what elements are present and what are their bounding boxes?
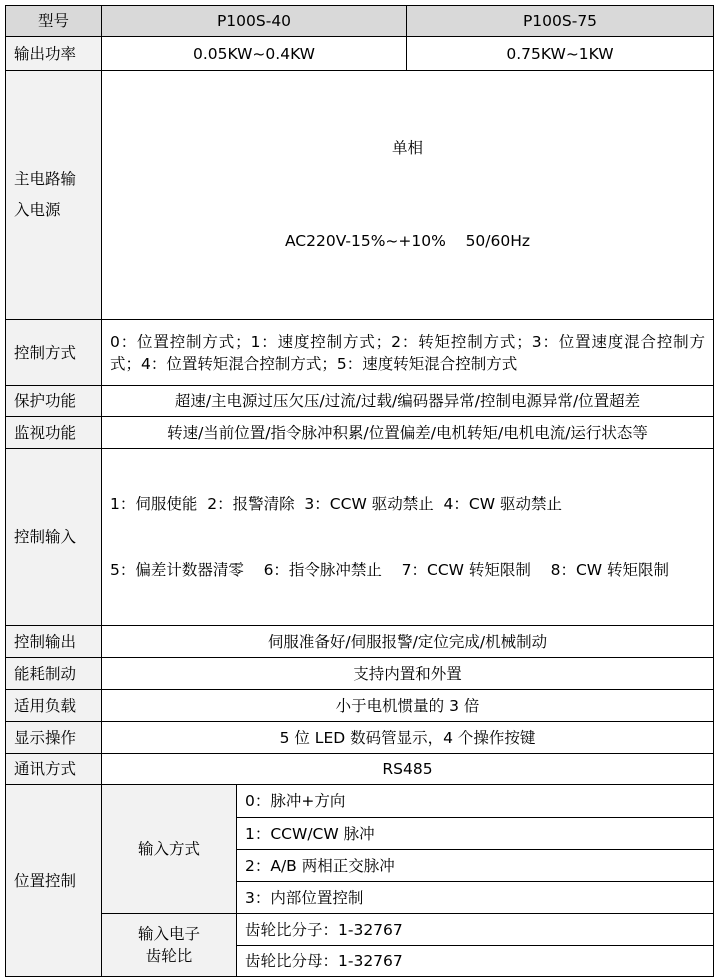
input-mode-option-1: 1：CCW/CW 脉冲 xyxy=(237,818,714,850)
load-label: 适用负载 xyxy=(6,690,102,722)
gear-ratio-label-line2: 齿轮比 xyxy=(145,947,193,965)
main-power-label-line2: 入电源 xyxy=(14,201,61,219)
gear-numerator: 齿轮比分子：1-32767 xyxy=(237,914,714,946)
position-row-5 xyxy=(6,914,714,946)
comm-value: RS485 xyxy=(102,754,714,785)
position-row-1 xyxy=(6,785,714,818)
spec-table xyxy=(5,5,714,977)
monitoring-value: 转速/当前位置/指令脉冲积累/位置偏差/电机转矩/电机电流/运行状态等 xyxy=(102,417,714,449)
gear-ratio-label-line1: 输入电子 xyxy=(137,925,200,943)
gear-denominator: 齿轮比分母：1-32767 xyxy=(237,946,714,977)
display-value: 5 位 LED 数码管显示，4 个操作按键 xyxy=(102,722,714,754)
control-output-value: 伺服准备好/伺服报警/定位完成/机械制动 xyxy=(102,626,714,658)
control-input-row xyxy=(6,449,714,626)
input-mode-option-3: 3：内部位置控制 xyxy=(237,882,714,914)
main-power-voltage: AC220V-15%~+10% 50/60Hz xyxy=(284,232,531,250)
input-mode-option-0: 0：脉冲+方向 xyxy=(237,785,714,818)
control-input-label: 控制输入 xyxy=(6,449,102,626)
control-output-label: 控制输出 xyxy=(6,626,102,658)
model-a: P100S-40 xyxy=(102,6,407,37)
control-input-line1: 1：伺服使能 2：报警清除 3：CCW 驱动禁止 4：CW 驱动禁止 xyxy=(110,495,562,513)
control-mode-value: 0：位置控制方式；1：速度控制方式；2：转矩控制方式；3：位置速度混合控制方式；4：位置转矩混合控制方式；5：速度转矩混合控制方式 xyxy=(102,320,714,386)
output-power-b: 0.75KW~1KW xyxy=(407,37,714,71)
control-mode-label: 控制方式 xyxy=(6,320,102,386)
control-input-value xyxy=(102,449,714,626)
model-b: P100S-75 xyxy=(407,6,714,37)
monitoring-label: 监视功能 xyxy=(6,417,102,449)
control-mode-row xyxy=(6,320,714,386)
main-power-label-line1: 主电路输 xyxy=(14,170,77,188)
input-mode-option-2: 2：A/B 两相正交脉冲 xyxy=(237,850,714,882)
main-power-phase: 单相 xyxy=(391,139,423,157)
gear-ratio-label xyxy=(102,914,237,977)
position-control-label: 位置控制 xyxy=(6,785,102,977)
display-label: 显示操作 xyxy=(6,722,102,754)
braking-value: 支持内置和外置 xyxy=(102,658,714,690)
output-power-a: 0.05KW~0.4KW xyxy=(102,37,407,71)
braking-label: 能耗制动 xyxy=(6,658,102,690)
load-row xyxy=(6,690,714,722)
comm-row xyxy=(6,754,714,785)
output-power-label: 输出功率 xyxy=(6,37,102,71)
main-power-row xyxy=(6,71,714,320)
braking-row xyxy=(6,658,714,690)
control-output-row xyxy=(6,626,714,658)
display-row xyxy=(6,722,714,754)
comm-label: 通讯方式 xyxy=(6,754,102,785)
load-value: 小于电机惯量的 3 倍 xyxy=(102,690,714,722)
monitoring-row xyxy=(6,417,714,449)
input-mode-label: 输入方式 xyxy=(102,785,237,914)
main-power-value xyxy=(102,71,714,320)
protection-label: 保护功能 xyxy=(6,386,102,417)
header-row xyxy=(6,6,714,37)
output-power-row xyxy=(6,37,714,71)
main-power-label xyxy=(6,71,102,320)
protection-value: 超速/主电源过压欠压/过流/过载/编码器异常/控制电源异常/位置超差 xyxy=(102,386,714,417)
model-label: 型号 xyxy=(6,6,102,37)
protection-row xyxy=(6,386,714,417)
control-input-line2: 5：偏差计数器清零 6：指令脉冲禁止 7：CCW 转矩限制 8：CW 转矩限制 xyxy=(110,561,670,579)
